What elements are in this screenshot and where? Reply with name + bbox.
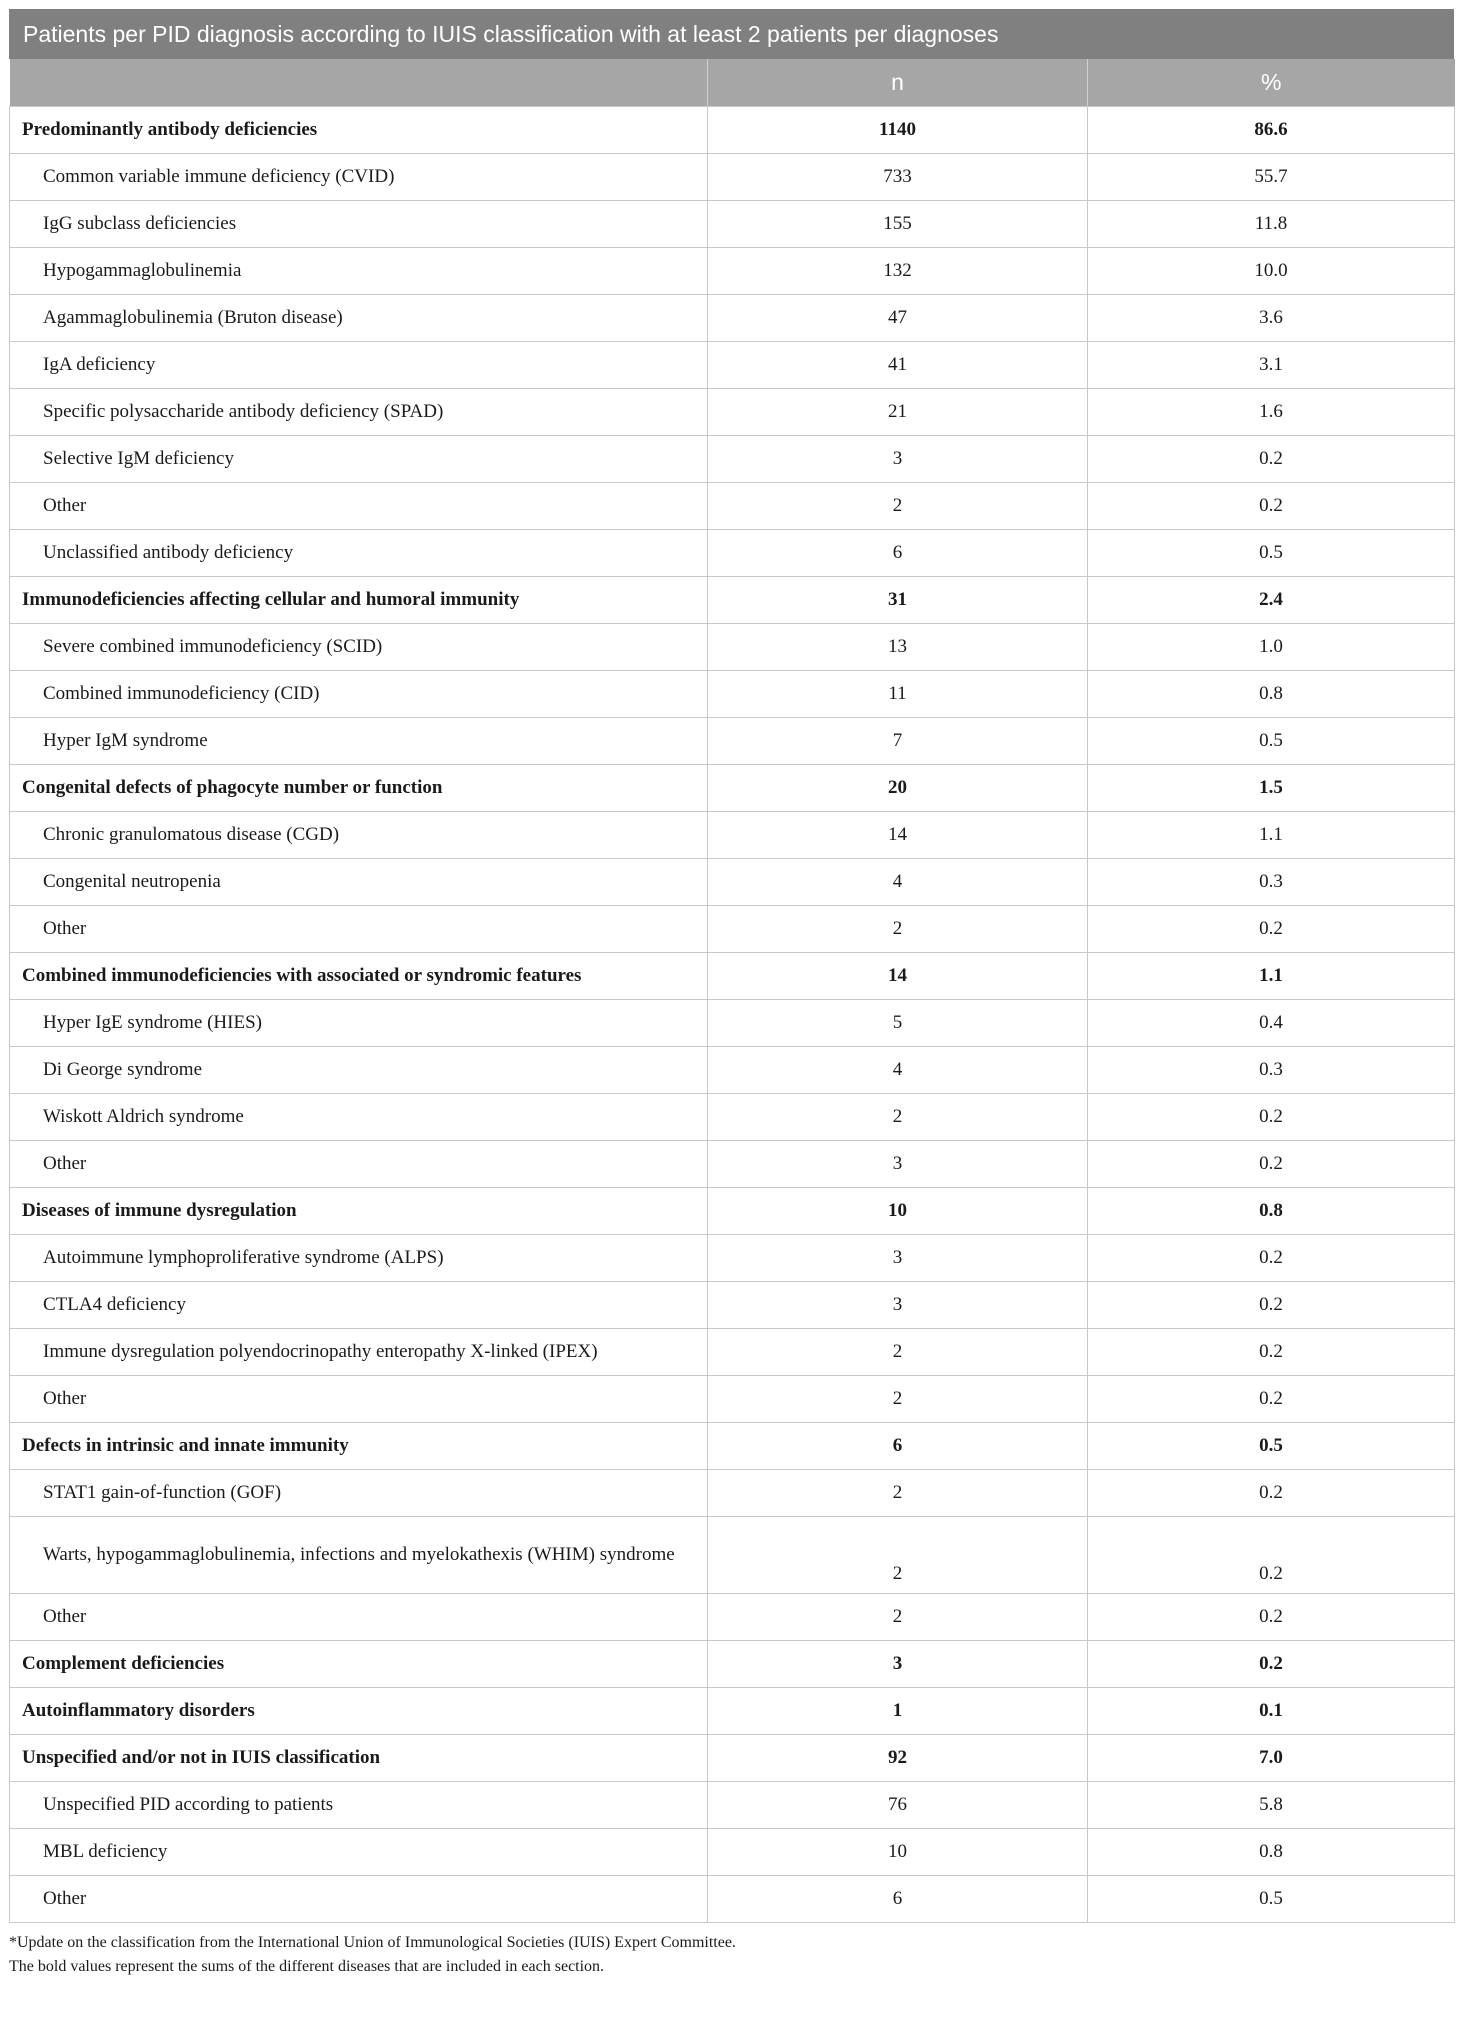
diagnosis-cell: Other xyxy=(10,1376,708,1423)
count-cell: 2 xyxy=(708,483,1088,530)
diagnosis-cell: IgG subclass deficiencies xyxy=(10,201,708,248)
section-row xyxy=(10,1641,1455,1688)
percent-cell: 0.5 xyxy=(1088,530,1455,577)
diagnosis-cell: Severe combined immunodeficiency (SCID) xyxy=(10,624,708,671)
percent-cell: 0.2 xyxy=(1088,483,1455,530)
table-row xyxy=(10,1470,1455,1517)
diagnosis-cell: CTLA4 deficiency xyxy=(10,1282,708,1329)
percent-cell: 1.0 xyxy=(1088,624,1455,671)
percent-cell: 0.2 xyxy=(1088,1376,1455,1423)
diagnosis-cell: Other xyxy=(10,1594,708,1641)
section-row xyxy=(10,1188,1455,1235)
footnotes xyxy=(9,1931,1454,1979)
percent-cell: 0.3 xyxy=(1088,859,1455,906)
count-cell: 733 xyxy=(708,154,1088,201)
table-container xyxy=(9,9,1454,1979)
percent-cell: 0.2 xyxy=(1088,1517,1455,1594)
table-row xyxy=(10,530,1455,577)
count-cell: 2 xyxy=(708,906,1088,953)
count-cell: 2 xyxy=(708,1329,1088,1376)
count-cell: 92 xyxy=(708,1735,1088,1782)
count-cell: 7 xyxy=(708,718,1088,765)
count-cell: 1140 xyxy=(708,107,1088,154)
percent-cell: 3.6 xyxy=(1088,295,1455,342)
count-cell: 11 xyxy=(708,671,1088,718)
percent-cell: 0.5 xyxy=(1088,1876,1455,1923)
table-row xyxy=(10,436,1455,483)
percent-cell: 0.2 xyxy=(1088,1594,1455,1641)
percent-cell: 0.2 xyxy=(1088,1641,1455,1688)
count-cell: 5 xyxy=(708,1000,1088,1047)
count-cell: 6 xyxy=(708,530,1088,577)
section-row xyxy=(10,577,1455,624)
diagnosis-cell: Agammaglobulinemia (Bruton disease) xyxy=(10,295,708,342)
percent-cell: 1.5 xyxy=(1088,765,1455,812)
table-title: Patients per PID diagnosis according to IUIS classification with at least 2 patients per diagnoses xyxy=(9,9,1454,59)
table-row xyxy=(10,248,1455,295)
percent-cell: 7.0 xyxy=(1088,1735,1455,1782)
footnote: The bold values represent the sums of the different diseases that are included in each section. xyxy=(9,1958,605,1975)
percent-cell: 0.2 xyxy=(1088,1282,1455,1329)
percent-cell: 0.2 xyxy=(1088,436,1455,483)
table-row xyxy=(10,859,1455,906)
count-cell: 13 xyxy=(708,624,1088,671)
count-cell: 10 xyxy=(708,1188,1088,1235)
diagnosis-cell: Di George syndrome xyxy=(10,1047,708,1094)
section-row xyxy=(10,1735,1455,1782)
percent-cell: 11.8 xyxy=(1088,201,1455,248)
count-cell: 1 xyxy=(708,1688,1088,1735)
diagnosis-cell: MBL deficiency xyxy=(10,1829,708,1876)
section-row xyxy=(10,953,1455,1000)
percent-cell: 1.1 xyxy=(1088,953,1455,1000)
diagnosis-cell: Specific polysaccharide antibody deficiency (SPAD) xyxy=(10,389,708,436)
diagnosis-cell: Other xyxy=(10,1876,708,1923)
percent-cell: 0.2 xyxy=(1088,1329,1455,1376)
table-row xyxy=(10,1594,1455,1641)
table-row xyxy=(10,1376,1455,1423)
count-cell: 14 xyxy=(708,812,1088,859)
table-row xyxy=(10,812,1455,859)
diagnosis-cell: Unspecified PID according to patients xyxy=(10,1782,708,1829)
diagnosis-cell: Congenital defects of phagocyte number or function xyxy=(10,765,708,812)
table-row xyxy=(10,1829,1455,1876)
table-row xyxy=(10,1047,1455,1094)
diagnosis-cell: Hyper IgM syndrome xyxy=(10,718,708,765)
count-cell: 3 xyxy=(708,436,1088,483)
diagnosis-cell: Immune dysregulation polyendocrinopathy enteropathy X-linked (IPEX) xyxy=(10,1329,708,1376)
percent-cell: 0.8 xyxy=(1088,1829,1455,1876)
count-cell: 155 xyxy=(708,201,1088,248)
count-cell: 2 xyxy=(708,1517,1088,1594)
diagnosis-cell: Diseases of immune dysregulation xyxy=(10,1188,708,1235)
percent-cell: 10.0 xyxy=(1088,248,1455,295)
table-row xyxy=(10,671,1455,718)
percent-cell: 0.5 xyxy=(1088,1423,1455,1470)
table-row xyxy=(10,1782,1455,1829)
count-cell: 2 xyxy=(708,1094,1088,1141)
percent-cell: 0.8 xyxy=(1088,1188,1455,1235)
table-row xyxy=(10,295,1455,342)
section-row xyxy=(10,1423,1455,1470)
count-cell: 4 xyxy=(708,1047,1088,1094)
section-row xyxy=(10,1688,1455,1735)
diagnosis-cell: Chronic granulomatous disease (CGD) xyxy=(10,812,708,859)
footnote: *Update on the classification from the International Union of Immunological Societies (IUIS) Expert Committee. xyxy=(9,1934,736,1951)
table-row xyxy=(10,906,1455,953)
count-cell: 41 xyxy=(708,342,1088,389)
count-cell: 132 xyxy=(708,248,1088,295)
header-n: n xyxy=(708,59,1088,107)
table-row xyxy=(10,1329,1455,1376)
count-cell: 14 xyxy=(708,953,1088,1000)
count-cell: 10 xyxy=(708,1829,1088,1876)
diagnosis-cell: Congenital neutropenia xyxy=(10,859,708,906)
count-cell: 3 xyxy=(708,1235,1088,1282)
table-row xyxy=(10,389,1455,436)
diagnosis-cell: STAT1 gain-of-function (GOF) xyxy=(10,1470,708,1517)
diagnosis-cell: Other xyxy=(10,906,708,953)
count-cell: 3 xyxy=(708,1282,1088,1329)
count-cell: 76 xyxy=(708,1782,1088,1829)
diagnosis-cell: Predominantly antibody deficiencies xyxy=(10,107,708,154)
table-row xyxy=(10,1282,1455,1329)
percent-cell: 2.4 xyxy=(1088,577,1455,624)
diagnosis-cell: Hyper IgE syndrome (HIES) xyxy=(10,1000,708,1047)
table-row xyxy=(10,1235,1455,1282)
diagnosis-cell: Warts, hypogammaglobulinemia, infections and myelokathexis (WHIM) syndrome xyxy=(10,1517,708,1594)
count-cell: 31 xyxy=(708,577,1088,624)
table-row xyxy=(10,1517,1455,1594)
percent-cell: 1.6 xyxy=(1088,389,1455,436)
diagnosis-cell: Other xyxy=(10,1141,708,1188)
diagnosis-cell: Wiskott Aldrich syndrome xyxy=(10,1094,708,1141)
count-cell: 2 xyxy=(708,1470,1088,1517)
diagnosis-cell: IgA deficiency xyxy=(10,342,708,389)
header-row xyxy=(10,59,1455,107)
diagnosis-cell: Common variable immune deficiency (CVID) xyxy=(10,154,708,201)
percent-cell: 0.1 xyxy=(1088,1688,1455,1735)
table-row xyxy=(10,1876,1455,1923)
table-row xyxy=(10,624,1455,671)
table-row xyxy=(10,483,1455,530)
header-diagnosis xyxy=(10,59,708,107)
percent-cell: 5.8 xyxy=(1088,1782,1455,1829)
percent-cell: 0.2 xyxy=(1088,1235,1455,1282)
diagnosis-cell: Immunodeficiencies affecting cellular and humoral immunity xyxy=(10,577,708,624)
header-percent: % xyxy=(1088,59,1455,107)
percent-cell: 0.8 xyxy=(1088,671,1455,718)
count-cell: 6 xyxy=(708,1423,1088,1470)
table-row xyxy=(10,1141,1455,1188)
count-cell: 3 xyxy=(708,1641,1088,1688)
count-cell: 2 xyxy=(708,1594,1088,1641)
count-cell: 2 xyxy=(708,1376,1088,1423)
table-row xyxy=(10,718,1455,765)
table-row xyxy=(10,1000,1455,1047)
diagnosis-cell: Autoinflammatory disorders xyxy=(10,1688,708,1735)
table-body xyxy=(10,107,1455,1923)
percent-cell: 55.7 xyxy=(1088,154,1455,201)
count-cell: 47 xyxy=(708,295,1088,342)
diagnosis-cell: Unspecified and/or not in IUIS classification xyxy=(10,1735,708,1782)
diagnosis-cell: Combined immunodeficiency (CID) xyxy=(10,671,708,718)
diagnosis-cell: Unclassified antibody deficiency xyxy=(10,530,708,577)
percent-cell: 1.1 xyxy=(1088,812,1455,859)
diagnosis-cell: Other xyxy=(10,483,708,530)
count-cell: 20 xyxy=(708,765,1088,812)
diagnosis-cell: Autoimmune lymphoproliferative syndrome (ALPS) xyxy=(10,1235,708,1282)
percent-cell: 86.6 xyxy=(1088,107,1455,154)
diagnosis-cell: Defects in intrinsic and innate immunity xyxy=(10,1423,708,1470)
diagnosis-table xyxy=(9,59,1455,1923)
count-cell: 4 xyxy=(708,859,1088,906)
percent-cell: 0.2 xyxy=(1088,906,1455,953)
percent-cell: 0.2 xyxy=(1088,1141,1455,1188)
count-cell: 3 xyxy=(708,1141,1088,1188)
section-row xyxy=(10,765,1455,812)
count-cell: 21 xyxy=(708,389,1088,436)
table-row xyxy=(10,1094,1455,1141)
diagnosis-cell: Complement deficiencies xyxy=(10,1641,708,1688)
percent-cell: 3.1 xyxy=(1088,342,1455,389)
diagnosis-cell: Hypogammaglobulinemia xyxy=(10,248,708,295)
table-row xyxy=(10,154,1455,201)
table-row xyxy=(10,201,1455,248)
percent-cell: 0.3 xyxy=(1088,1047,1455,1094)
section-row xyxy=(10,107,1455,154)
percent-cell: 0.2 xyxy=(1088,1094,1455,1141)
percent-cell: 0.2 xyxy=(1088,1470,1455,1517)
table-row xyxy=(10,342,1455,389)
diagnosis-cell: Combined immunodeficiencies with associated or syndromic features xyxy=(10,953,708,1000)
percent-cell: 0.4 xyxy=(1088,1000,1455,1047)
diagnosis-cell: Selective IgM deficiency xyxy=(10,436,708,483)
percent-cell: 0.5 xyxy=(1088,718,1455,765)
count-cell: 6 xyxy=(708,1876,1088,1923)
